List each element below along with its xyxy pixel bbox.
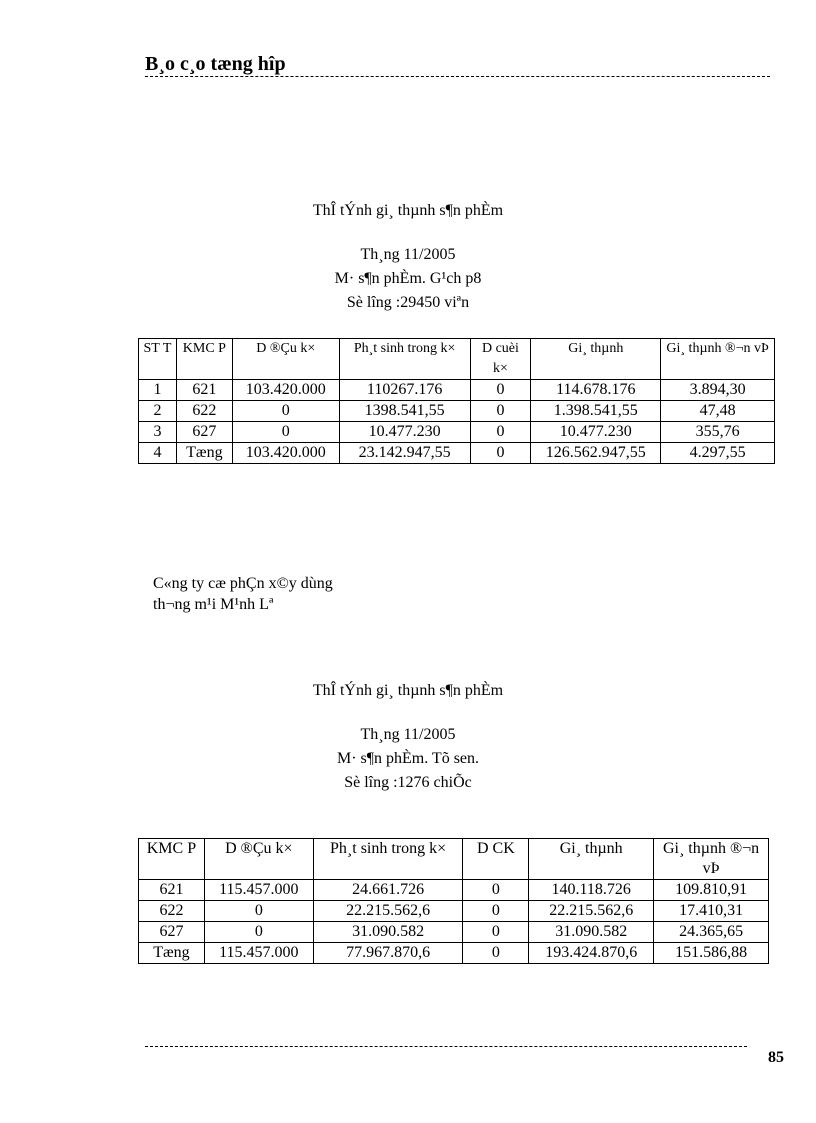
table-cell: 22.215.562,6: [529, 901, 654, 922]
table-cell: 140.118.726: [529, 880, 654, 901]
table-cell: Tæng: [176, 443, 232, 464]
company-name-line2: th¬ng m¹i M¹nh Lª: [153, 596, 274, 613]
column-header: KMC P: [176, 339, 232, 380]
table-row: [139, 380, 775, 401]
table-cell: 114.678.176: [531, 380, 661, 401]
table-cell: 622: [176, 401, 232, 422]
table-cell: 31.090.582: [313, 922, 463, 943]
table-cell: 0: [204, 922, 313, 943]
table-cell: 24.365,65: [654, 922, 769, 943]
table-cell: 3.894,30: [661, 380, 775, 401]
table-cell: 4.297,55: [661, 443, 775, 464]
table-cell: 17.410,31: [654, 901, 769, 922]
table-cell: 22.215.562,6: [313, 901, 463, 922]
table-cell: 1.398.541,55: [531, 401, 661, 422]
table-cell: 4: [139, 443, 177, 464]
column-header: KMC P: [139, 839, 205, 880]
table-cell: 2: [139, 401, 177, 422]
column-header: D ®Çu k×: [232, 339, 339, 380]
table-cell: 0: [463, 901, 529, 922]
section2-month: Th¸ng 11/2005: [360, 726, 456, 743]
table-cell: 0: [463, 943, 529, 964]
table-cell: 0: [470, 401, 531, 422]
table-row: [139, 922, 769, 943]
table-cell: 1398.541,55: [339, 401, 470, 422]
table-cell: 47,48: [661, 401, 775, 422]
footer-divider: [145, 1046, 747, 1047]
column-header: D CK: [463, 839, 529, 880]
table-cell: 0: [232, 401, 339, 422]
company-name-line1: C«ng ty cæ phÇn x©y dùng: [153, 575, 333, 592]
column-header: ST T: [139, 339, 177, 380]
column-header: Gi¸ thµnh: [529, 839, 654, 880]
table-row: [139, 943, 769, 964]
table-cell: 0: [463, 922, 529, 943]
column-header: Ph¸t sinh trong k×: [339, 339, 470, 380]
table-cell: 24.661.726: [313, 880, 463, 901]
table-cell: 0: [204, 901, 313, 922]
column-header: Gi¸ thµnh: [531, 339, 661, 380]
table-row: [139, 422, 775, 443]
section1-quantity: Sè lîng :29450 viªn: [346, 294, 470, 311]
section1-product: M· s¶n phÈm. G¹ch p8: [334, 270, 482, 287]
column-header: Gi¸ thµnh ®¬n vÞ: [654, 839, 769, 880]
table-cell: 3: [139, 422, 177, 443]
table-cell: 622: [139, 901, 205, 922]
table-cell: 23.142.947,55: [339, 443, 470, 464]
column-header: Ph¸t sinh trong k×: [313, 839, 463, 880]
table-cell: 77.967.870,6: [313, 943, 463, 964]
section2-table: [138, 838, 769, 964]
table-cell: 355,76: [661, 422, 775, 443]
section1-title: ThÎ tÝnh gi¸ thµnh s¶n phÈm: [312, 202, 504, 219]
table-cell: 103.420.000: [232, 443, 339, 464]
table-cell: 0: [463, 880, 529, 901]
table-cell: 193.424.870,6: [529, 943, 654, 964]
section1-month: Th¸ng 11/2005: [360, 246, 456, 263]
table-row: [139, 901, 769, 922]
table-cell: 0: [470, 380, 531, 401]
table-cell: 115.457.000: [204, 943, 313, 964]
section1-table: [138, 338, 775, 464]
table-row: [139, 401, 775, 422]
table-cell: 627: [176, 422, 232, 443]
column-header: Gi¸ thµnh ®¬n vÞ: [661, 339, 775, 380]
table-cell: 10.477.230: [339, 422, 470, 443]
header-divider: [145, 76, 770, 77]
table-header-row: [139, 839, 769, 880]
table-cell: 115.457.000: [204, 880, 313, 901]
page-number: 85: [768, 1049, 784, 1066]
table-cell: 126.562.947,55: [531, 443, 661, 464]
table-cell: 627: [139, 922, 205, 943]
table-cell: 110267.176: [339, 380, 470, 401]
column-header: D ®Çu k×: [204, 839, 313, 880]
table-row: [139, 443, 775, 464]
table-header-row: [139, 339, 775, 380]
table-cell: 0: [470, 422, 531, 443]
table-cell: 103.420.000: [232, 380, 339, 401]
table-cell: 0: [232, 422, 339, 443]
table-cell: 621: [139, 880, 205, 901]
table-cell: 1: [139, 380, 177, 401]
header-title: B¸o c¸o tæng hîp: [145, 53, 286, 75]
section2-title: ThÎ tÝnh gi¸ thµnh s¶n phÈm: [312, 682, 504, 699]
section2-quantity: Sè lîng :1276 chiÕc: [344, 774, 472, 791]
table-cell: 109.810,91: [654, 880, 769, 901]
table-cell: 0: [470, 443, 531, 464]
table-cell: 621: [176, 380, 232, 401]
table-cell: Tæng: [139, 943, 205, 964]
table-cell: 151.586,88: [654, 943, 769, 964]
table-row: [139, 880, 769, 901]
section2-product: M· s¶n phÈm. Tõ sen.: [336, 750, 480, 767]
table-cell: 10.477.230: [531, 422, 661, 443]
column-header: D cuèi k×: [470, 339, 531, 380]
table-cell: 31.090.582: [529, 922, 654, 943]
